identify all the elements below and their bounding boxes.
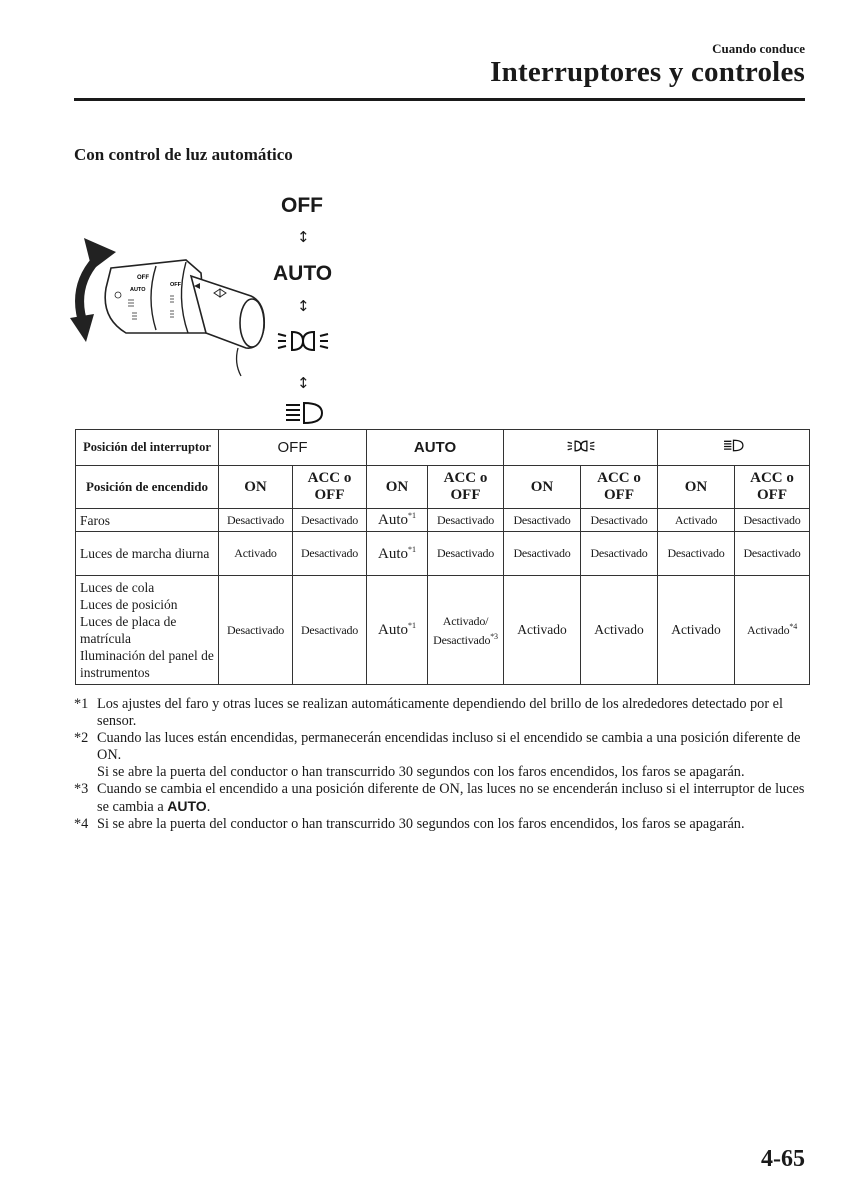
cell: Desactivado [428, 509, 504, 532]
parking-lights-icon [564, 438, 598, 454]
cell: Auto$^{*1}$ [367, 509, 428, 532]
switch-col-headlights [658, 430, 810, 466]
ignition-acc: ACC o OFF [293, 466, 367, 509]
subtitle: Con control de luz automático [74, 145, 293, 164]
footnote: *1 Los ajustes del faro y otras luces se realizan automáticamente dependiendo del brillo de los alrededores detectado por el sensor. [74, 696, 783, 729]
ignition-on: ON [367, 466, 428, 509]
cell: Activado [658, 576, 735, 685]
cell: Desactivado [219, 509, 293, 532]
cell: Desactivado [735, 532, 810, 576]
stalk-off-label: OFF [137, 275, 149, 281]
cell: Desactivado [735, 509, 810, 532]
cell: Activado/ Desactivado$^{*3}$ [428, 576, 504, 685]
parking-lights-icon [276, 326, 330, 356]
ignition-on: ON [219, 466, 293, 509]
footnotes [74, 696, 806, 833]
arrow-up-down-icon: ↕ [297, 228, 310, 246]
table-row [76, 576, 810, 685]
page-number: 4-65 [761, 1146, 805, 1172]
stalk-off-label-2: OFF [170, 282, 181, 288]
light-status-table [75, 429, 810, 685]
cell: Activado$^{*4}$ [735, 576, 810, 685]
cell: Activado [219, 532, 293, 576]
position-off-label: OFF [281, 194, 323, 217]
headlights-icon [723, 438, 745, 453]
light-switch-stalk-illustration [66, 238, 271, 378]
table-row [76, 532, 810, 576]
auto-inline-symbol: AUTO [167, 798, 207, 814]
table-row [76, 509, 810, 532]
cell: Desactivado [504, 509, 581, 532]
ignition-acc: ACC o OFF [581, 466, 658, 509]
row-label: Luces de marcha diurna [76, 532, 219, 576]
section-header: Cuando conduce [712, 41, 805, 56]
ignition-on: ON [504, 466, 581, 509]
cell: Desactivado [504, 532, 581, 576]
cell: Activado [581, 576, 658, 685]
cell: Desactivado [293, 532, 367, 576]
switch-col-auto: AUTO [367, 430, 504, 466]
cell: Auto$^{*1}$ [367, 576, 428, 685]
cell: Desactivado [219, 576, 293, 685]
switch-col-off: OFF [219, 430, 367, 466]
cell: Activado [504, 576, 581, 685]
cell: Auto$^{*1}$ [367, 532, 428, 576]
cell: Desactivado [658, 532, 735, 576]
ignition-position-header: Posición de encendido [76, 466, 219, 509]
ignition-on: ON [658, 466, 735, 509]
cell: Desactivado [293, 576, 367, 685]
arrow-up-down-icon: ↕ [297, 297, 310, 315]
footnote: *2 Cuando las luces están encendidas, permanecerán encendidas incluso si el encendido se cambia a una posición diferente de ON. Si se abre la puerta del conductor o han transcurrido 30 segundos con los faros encendidos, los faros se apagarán. [74, 730, 801, 780]
cell: Desactivado [293, 509, 367, 532]
switch-col-parking [504, 430, 658, 466]
ignition-acc: ACC o OFF [428, 466, 504, 509]
cell: Desactivado [581, 532, 658, 576]
switch-position-header: Posición del interruptor [76, 430, 219, 466]
row-label: Luces de cola Luces de posición Luces de placa de matrícula Iluminación del panel de instrumentos [76, 576, 219, 685]
footnote: *4 Si se abre la puerta del conductor o han transcurrido 30 segundos con los faros encendidos, los faros se apagarán. [74, 816, 745, 832]
cell: Desactivado [428, 532, 504, 576]
footnote: *3 Cuando se cambia el encendido a una posición diferente de ON, las luces no se encenderán incluso si el interruptor de luces se cambia a AUTO. [74, 781, 805, 815]
arrow-up-down-icon: ↕ [297, 374, 310, 392]
stalk-auto-label: AUTO [130, 287, 146, 293]
ignition-acc: ACC o OFF [735, 466, 810, 509]
header-rule [74, 98, 805, 101]
row-label: Faros [76, 509, 219, 532]
headlights-icon [284, 399, 326, 427]
cell: Activado [658, 509, 735, 532]
page-title: Interruptores y controles [490, 56, 805, 88]
cell: Desactivado [581, 509, 658, 532]
position-auto-label: AUTO [273, 262, 333, 285]
